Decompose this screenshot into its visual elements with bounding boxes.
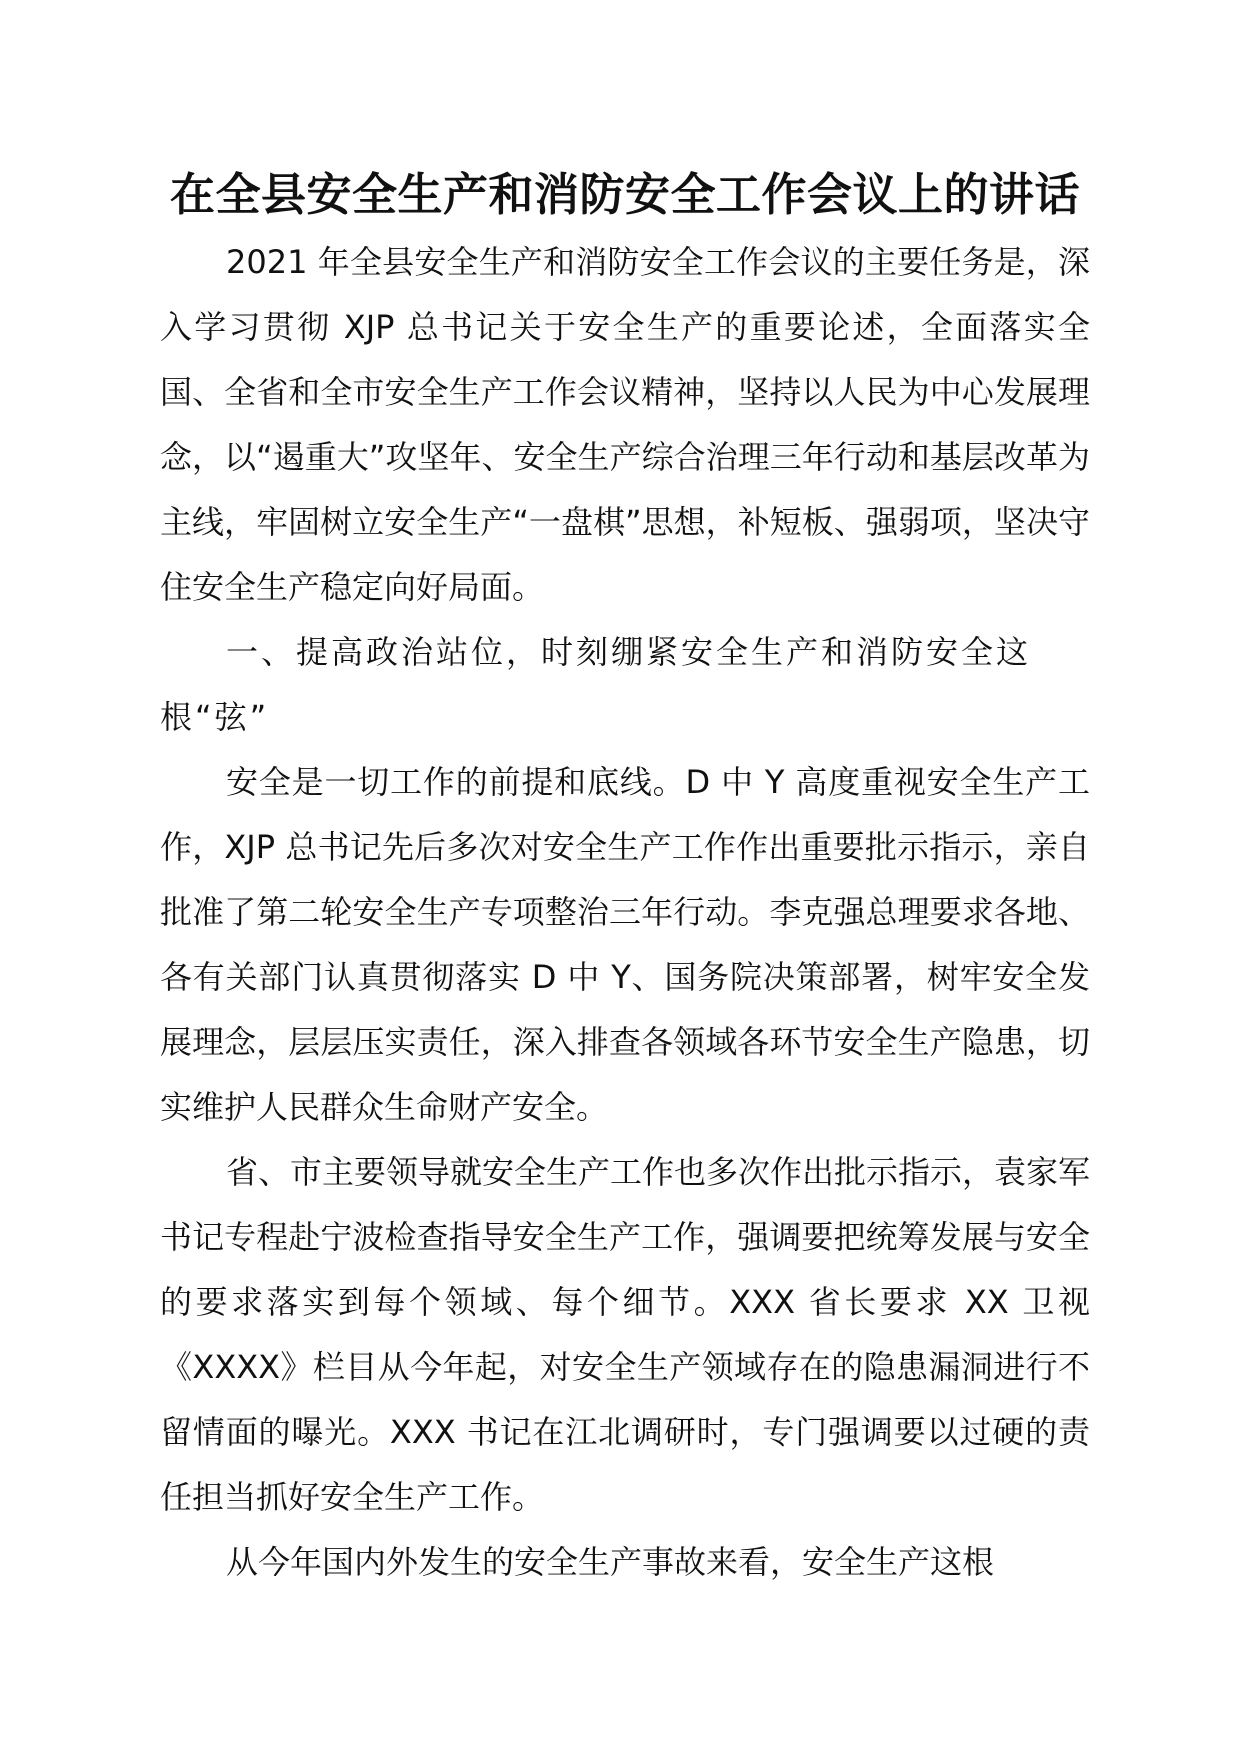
- section-heading: 一、提高政治站位，时刻绷紧安全生产和消防安全这根“弦”: [160, 633, 1032, 736]
- document-page: [160, 160, 1090, 1595]
- body-paragraph: 省、市主要领导就安全生产工作也多次作出批示指示，袁家军书记专程赴宁波检查指导安全生产工作，强调要把统筹发展与安全的要求落实到每个领域、每个细节。XXX 省长要求 XX 卫视《XXXX》栏目从今年起，对安全生产领域存在的隐患漏洞进行不留情面的曝光。XXX 书记在江北调研时，专门强调要以过硬的责任担当抓好安全生产工作。: [160, 1153, 1091, 1516]
- body-paragraph: 安全是一切工作的前提和底线。D 中 Y 高度重视安全生产工作，XJP 总书记先后多次对安全生产工作作出重要批示指示，亲自批准了第二轮安全生产专项整治三年行动。李克强总理要求各地、各有关部门认真贯彻落实 D 中 Y、国务院决策部署，树牢安全发展理念，层层压实责任，深入排查各领域各环节安全生产隐患，切实维护人民群众生命财产安全。: [160, 763, 1090, 1126]
- intro-paragraph: 2021 年全县安全生产和消防安全工作会议的主要任务是，深入学习贯彻 XJP 总书记关于安全生产的重要论述，全面落实全国、全省和全市安全生产工作会议精神，坚持以人民为中心发展理念，以“遏重大”攻坚年、安全生产综合治理三年行动和基层改革为主线，牢固树立安全生产“一盘棋”思想，补短板、强弱项，坚决守住安全生产稳定向好局面。: [160, 243, 1090, 606]
- body-paragraph: 从今年国内外发生的安全生产事故来看，安全生产这根: [226, 1543, 995, 1581]
- document-title: 在全县安全生产和消防安全工作会议上的讲话: [169, 168, 1080, 221]
